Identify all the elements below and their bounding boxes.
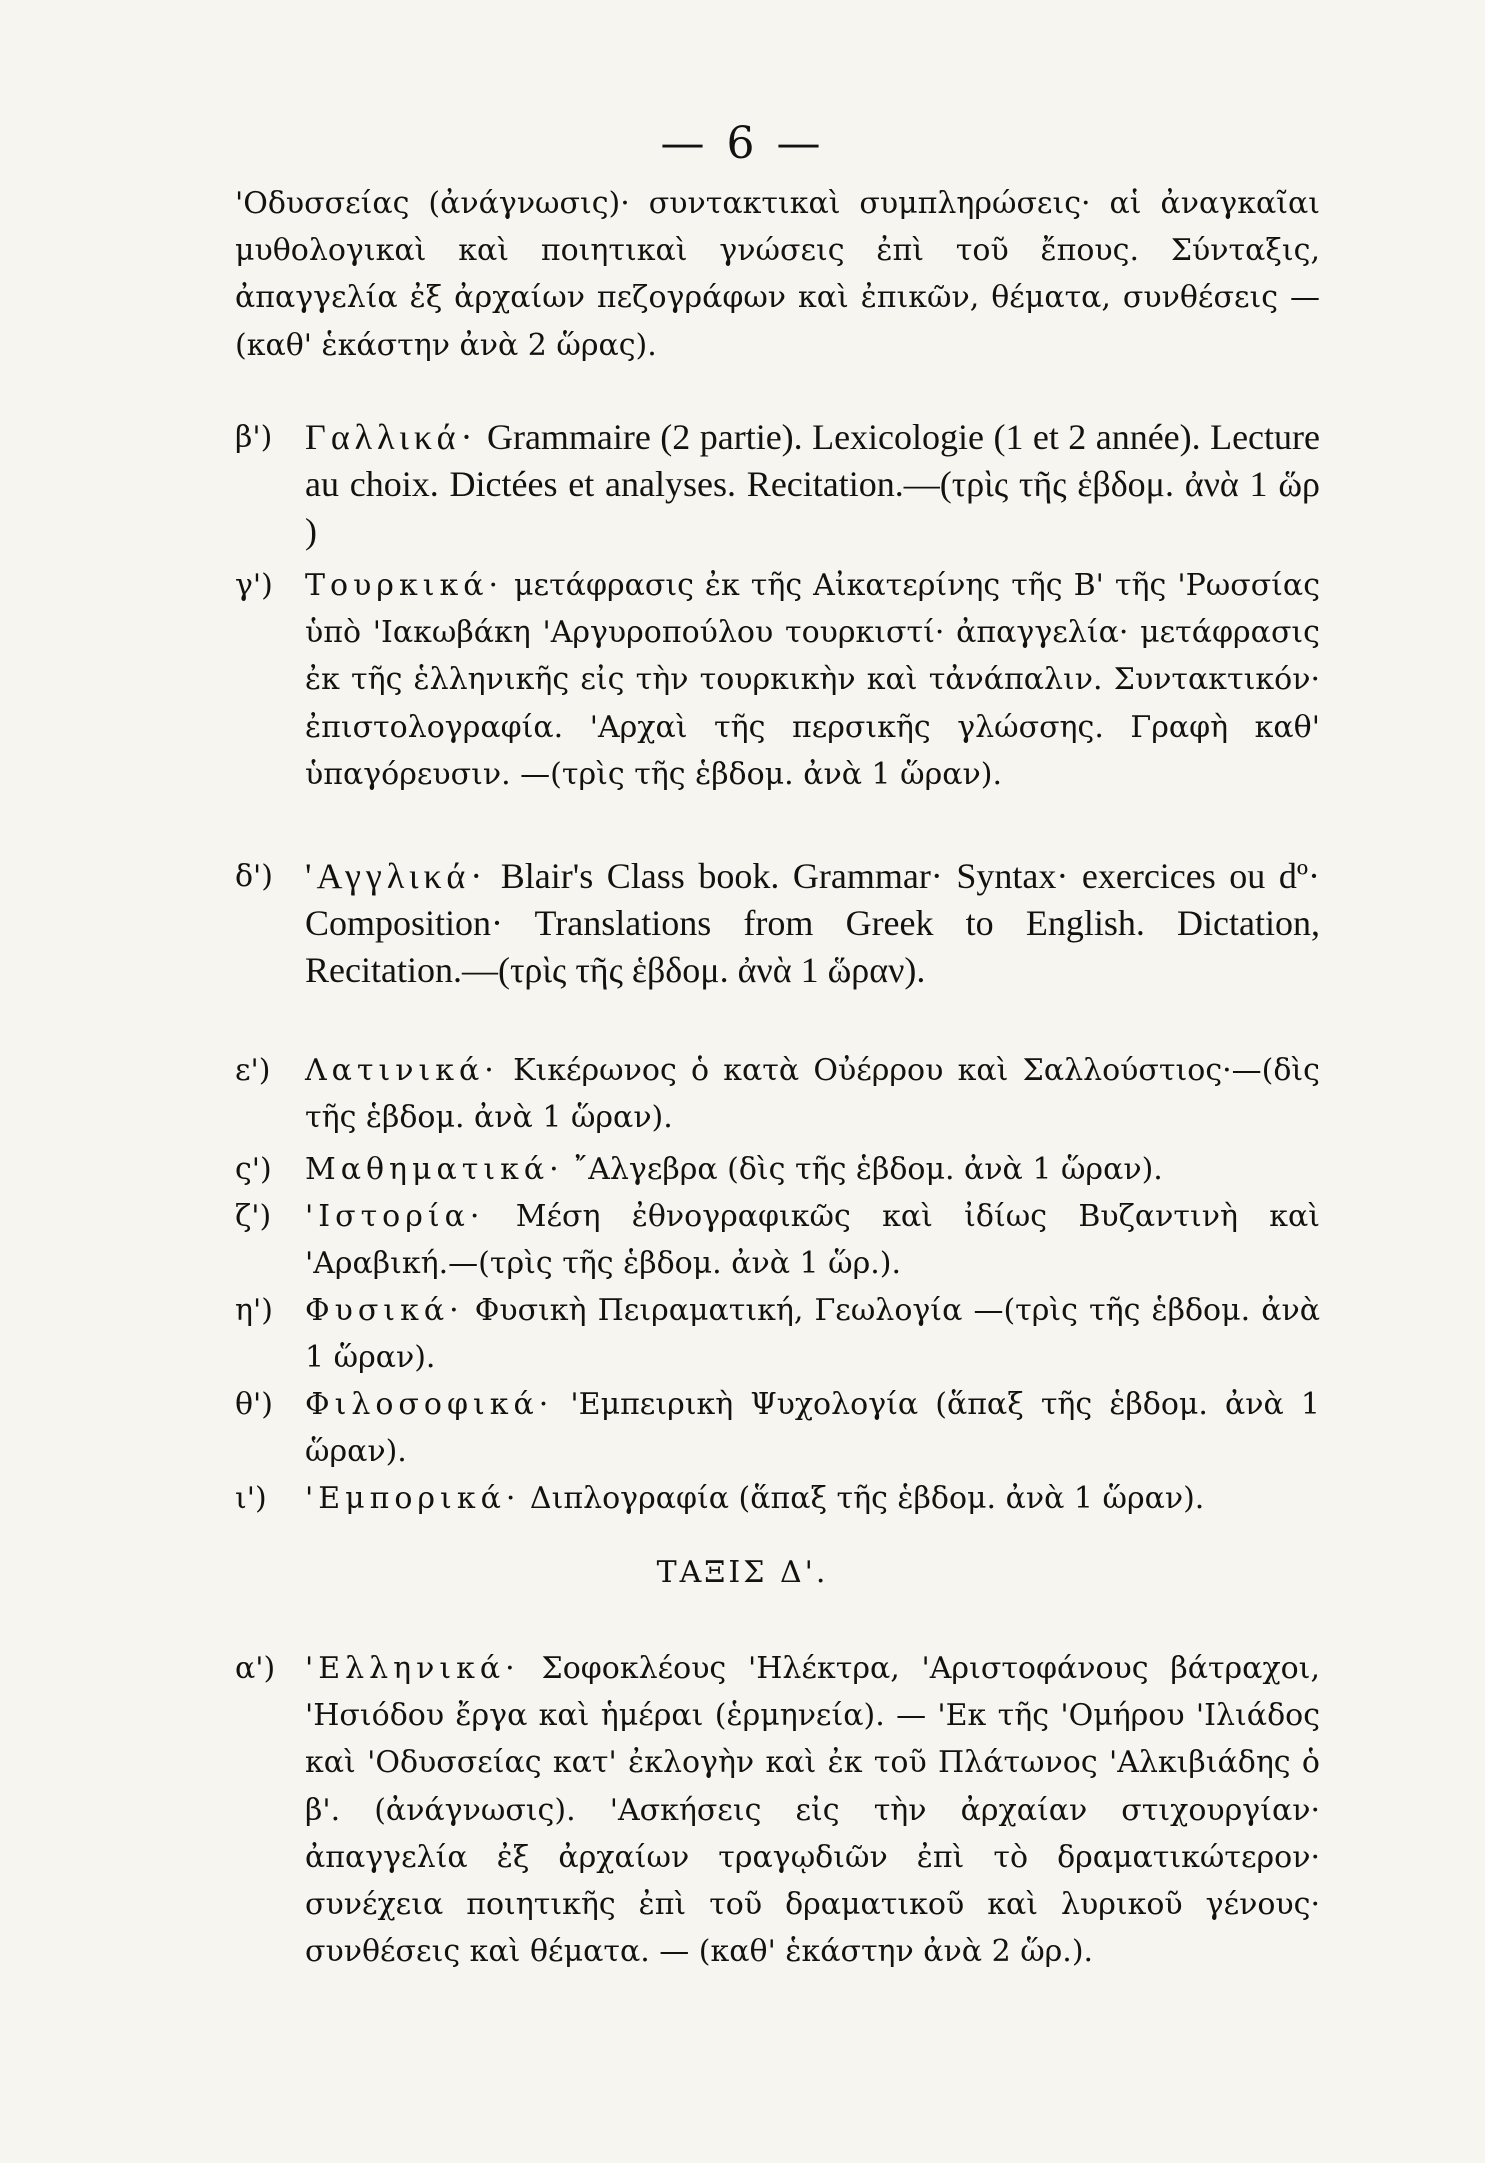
item-number: δ'): [235, 859, 274, 894]
item-number: ι'): [235, 1481, 267, 1516]
item-number: ζ'): [235, 1199, 272, 1234]
item-epsilon: [235, 1047, 1320, 1141]
item-body: μετάφρασις ἐκ τῆς Αἰκατερίνης τῆς Β' τῆς 'Ρωσσίας ὑπὸ 'Ιακωβάκη 'Αργυροπούλου τουρκιστί· ἀπαγγελία· μετάφρασις ἐκ τῆς ἑλληνικῆς εἰς τὴν τουρκικὴν καὶ τἀνάπαλιν. Συντακτικόν· ἐπιστολογραφία. 'Αρχαὶ τῆς περσικῆς γλώσσης. Γραφὴ καθ' ὑπαγόρευσιν. —(τρὶς τῆς ἑβδομ. ἀνὰ 1 ὥραν).: [305, 568, 1320, 792]
item-number: ε'): [235, 1053, 271, 1088]
item-number: θ'): [235, 1387, 274, 1422]
item-body: Μέση ἐθνογραφικῶς καὶ ἰδίως Βυζαντινὴ καὶ 'Αραβική.—(τρὶς τῆς ἑβδομ. ἀνὰ 1 ὥρ.).: [305, 1199, 1320, 1282]
item-body: Κικέρωνος ὁ κατὰ Οὐέρρου καὶ Σαλλούστιος·—(δὶς τῆς ἑβδομ. ἀνὰ 1 ὥραν).: [305, 1053, 1320, 1136]
section-heading: ΤΑΞΙΣ Δ'.: [656, 1555, 829, 1590]
item-body: Grammaire (2 partie). Lexicologie (1 et 2 année). Lecture au choix. Dictées et analyses. Recitation.—(τρὶς τῆς ἑβδομ. ἀνὰ 1 ὥρ ): [305, 417, 1320, 552]
item-body: 'Εμπειρικὴ Ψυχολογία (ἅπαξ τῆς ἑβδομ. ἀνὰ 1 ὥραν).: [305, 1387, 1320, 1470]
item-heading: 'Ιστορία·: [305, 1199, 485, 1234]
item-theta: [235, 1381, 1320, 1475]
page-number: — 6 —: [660, 118, 825, 169]
item-stigma: [235, 1146, 1320, 1193]
item-number: ς'): [235, 1152, 272, 1187]
item-heading: 'Ελληνικά·: [305, 1651, 520, 1686]
item-body: Σοφοκλέους 'Ηλέκτρα, 'Αριστοφάνους βάτραχοι, 'Ησιόδου ἔργα καὶ ἡμέραι (ἑρμηνεία). — 'Εκ τῆς 'Ομήρου 'Ιλιάδος καὶ 'Οδυσσείας κατ' ἐκλογὴν καὶ ἐκ τοῦ Πλάτωνος 'Αλκιβιάδης ὁ β'. (ἀνάγνωσις). 'Ασκήσεις εἰς τὴν ἀρχαίαν στιχουργίαν· ἀπαγγελία ἐξ ἀρχαίων τραγῳδιῶν ἐπὶ τὸ δραματικώτερον· συνέχεια ποιητικῆς ἐπὶ τοῦ δραματικοῦ καὶ λυρικοῦ γένους· συνθέσεις καὶ θέματα. — (καθ' ἑκάστην ἀνὰ 2 ὥρ.).: [305, 1651, 1320, 1970]
item-body: Blair's Class book. Grammar· Syntax· exercices ou dº· Composition· Translations from Greek to English. Dictation, Recitation.—(τρὶς τῆς ἑβδομ. ἀνὰ 1 ὥραν).: [305, 856, 1320, 991]
item-number: α'): [235, 1651, 276, 1686]
item-body: Διπλογραφία (ἅπαξ τῆς ἑβδομ. ἀνὰ 1 ὥραν).: [529, 1481, 1205, 1516]
item-body: Φυσικὴ Πειραματική, Γεωλογία —(τρὶς τῆς ἑβδομ. ἀνὰ 1 ὥραν).: [305, 1293, 1320, 1376]
item-heading: Μαθηματικά·: [305, 1152, 564, 1187]
item-beta: [235, 414, 1320, 556]
item-alpha: [235, 1645, 1320, 1975]
item-heading: Γαλλικά·: [305, 417, 478, 457]
item-eta: [235, 1287, 1320, 1381]
item-heading: Τουρκικά·: [305, 568, 504, 603]
intro-paragraph: 'Οδυσσείας (ἀνάγνωσις)· συντακτικαὶ συμπληρώσεις· αἱ ἀναγκαῖαι μυθολογικαὶ καὶ ποιητικαὶ γνώσεις ἐπὶ τοῦ ἔπους. Σύνταξις, ἀπαγγελία ἐξ ἀρχαίων πεζογράφων καὶ ἐπικῶν, θέματα, συνθέσεις —(καθ' ἑκάστην ἀνὰ 2 ὥρας).: [235, 186, 1320, 363]
item-number: η'): [235, 1293, 273, 1328]
item-number: β'): [235, 420, 273, 455]
item-heading: Φυσικά·: [305, 1293, 464, 1328]
item-number: γ'): [235, 568, 273, 603]
item-heading: Φιλοσοφικά·: [305, 1387, 554, 1422]
item-delta: [235, 853, 1320, 995]
intro-block: [235, 180, 1320, 369]
item-heading: 'Εμπορικά·: [305, 1481, 521, 1516]
item-heading: Λατινικά·: [305, 1053, 499, 1088]
item-gamma: [235, 562, 1320, 798]
item-zeta: [235, 1193, 1320, 1287]
item-iota: [235, 1475, 1320, 1522]
item-heading: 'Αγγλικά·: [305, 856, 488, 896]
item-body: ῎Αλγεβρα (δὶς τῆς ἑβδομ. ἀνὰ 1 ὥραν).: [573, 1152, 1163, 1187]
